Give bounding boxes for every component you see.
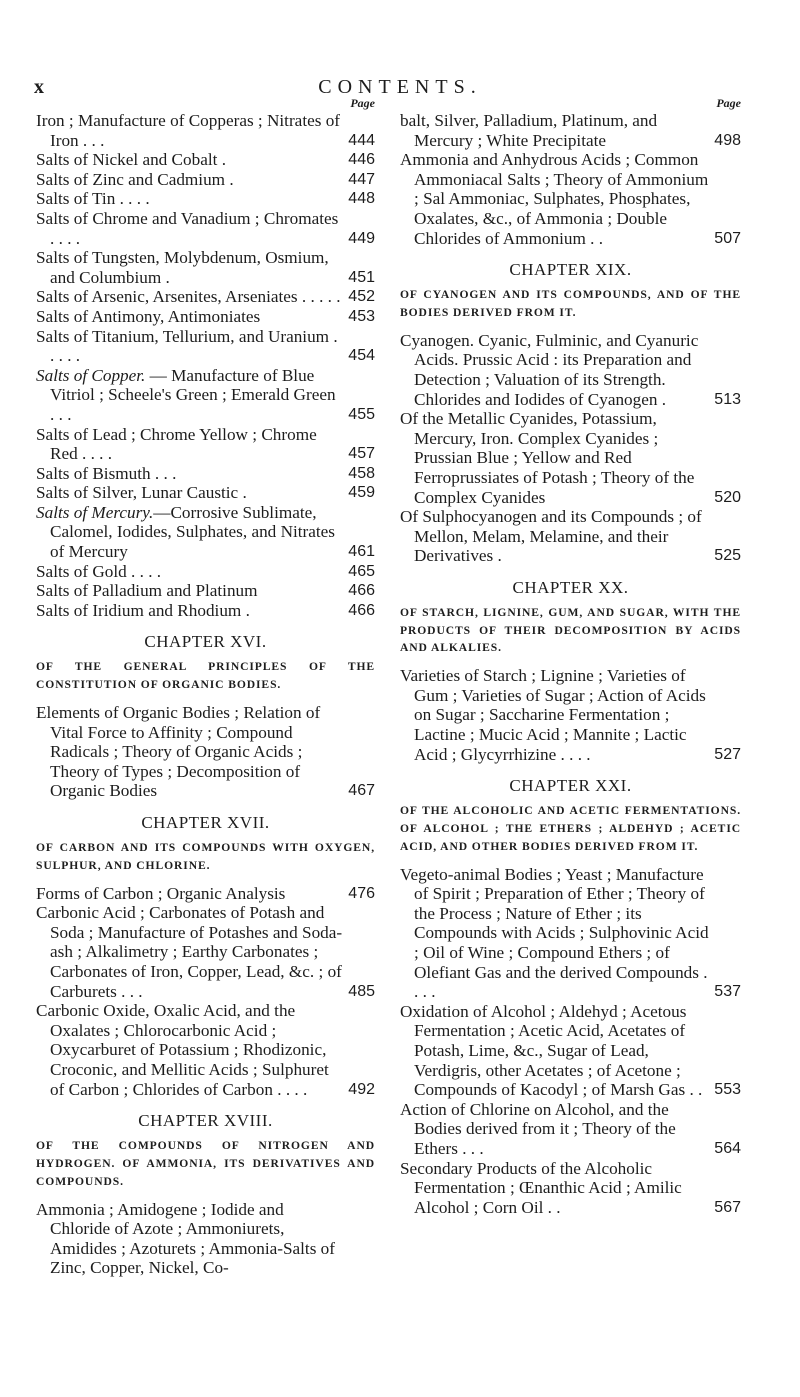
chapter-heading: CHAPTER XVII. xyxy=(141,813,270,832)
toc-entry: Iron ; Manufacture of Copperas ; Nitrates of Iron . . . 444 xyxy=(36,111,375,150)
right-column xyxy=(400,95,741,1217)
toc-page-number: 567 xyxy=(714,1198,741,1216)
toc-entry: Oxidation of Alcohol ; Aldehyd ; Acetous Fermentation ; Acetic Acid, Acetates of Potash, Lime, &c., Sugar of Lead, Verdigris, other Acetates ; of Acetone ; Compounds of Kacodyl ; of Marsh Gas . . 553 xyxy=(400,1001,741,1100)
toc-page-number: 452 xyxy=(348,288,375,306)
toc-entry: Salts of Tin . . . . 448 xyxy=(36,189,375,209)
toc-page-number: 537 xyxy=(714,983,741,1001)
running-title: CONTENTS. xyxy=(318,76,482,98)
toc-page-number: 465 xyxy=(348,562,375,580)
toc-entry: Salts of Zinc and Cadmium . 447 xyxy=(36,169,375,189)
toc-page-number: 448 xyxy=(348,190,375,208)
toc-entry: Salts of Silver, Lunar Caustic . 459 xyxy=(36,483,375,503)
toc-entry: Salts of Arsenic, Arsenites, Arseniates . . . . . 452 xyxy=(36,287,375,307)
chapter-heading: CHAPTER XVIII. xyxy=(138,1111,273,1131)
chapter-heading: CHAPTER XIX. xyxy=(509,260,632,280)
chapter-subtitle: OF THE ALCOHOLIC AND ACETIC FERMENTATIONS. OF ALCOHOL ; THE ETHERS ; ALDEHYD ; ACETIC ACID, AND OTHER BODIES DERIVED FROM IT. xyxy=(400,804,741,853)
toc-entry: Salts of Copper. — Manufacture of Blue Vitriol ; Scheele's Green ; Emerald Green . . . 455 xyxy=(36,365,375,424)
toc-page-number: 527 xyxy=(714,745,741,763)
toc-page-number: 564 xyxy=(714,1139,741,1157)
chapter-subtitle: OF CARBON AND ITS COMPOUNDS WITH OXYGEN, SULPHUR, AND CHLORINE. xyxy=(36,841,375,872)
toc-page-number: 507 xyxy=(714,229,741,247)
toc-entry: Salts of Iridium and Rhodium . 466 xyxy=(36,600,375,620)
toc-page-number: 457 xyxy=(348,445,375,463)
toc-entry: Vegeto-animal Bodies ; Yeast ; Manufacture of Spirit ; Preparation of Ether ; Theory of the Process ; Nature of Ether ; its Compounds with Acids ; Sulphovinic Acid ; Oil of Wine ; Compound Ethers ; of Olefiant Gas and the derived Compounds . . . . 537 xyxy=(400,864,741,1002)
toc-entry: Salts of Mercury.—Corrosive Sublimate, Calomel, Iodides, Sulphates, and Nitrates of Mercury 461 xyxy=(36,502,375,562)
toc-entry: Ammonia ; Amidogene ; Iodide and Chloride of Azote ; Ammoniurets, Amidides ; Azoturets ; Ammonia-Salts of Zinc, Copper, Nickel, Co- xyxy=(36,1199,336,1278)
toc-entry: balt, Silver, Palladium, Platinum, and Mercury ; White Precipitate 498 xyxy=(400,111,741,150)
toc-entry: Salts of Lead ; Chrome Yellow ; Chrome Red . . . . 457 xyxy=(36,424,375,464)
toc-page-number: 485 xyxy=(348,982,375,1000)
page-column-label: Page xyxy=(716,96,741,110)
toc-entry: Cyanogen. Cyanic, Fulminic, and Cyanuric Acids. Prussic Acid : its Preparation and Detection ; Valuation of its Strength. Chlorides and Iodides of Cyanogen . 513 xyxy=(400,330,741,409)
toc-entry: Salts of Tungsten, Molybdenum, Osmium, and Columbium . 451 xyxy=(36,248,375,287)
toc-page-number: 476 xyxy=(348,884,375,902)
toc-entry: Salts of Palladium and Platinum 466 xyxy=(36,581,375,601)
toc-entry: Salts of Gold . . . . 465 xyxy=(36,561,375,581)
toc-page-number: 451 xyxy=(348,268,375,286)
toc-entry: Carbonic Acid ; Carbonates of Potash and Soda ; Manufacture of Potashes and Soda-ash ; Alkalimetry ; Earthy Carbonates ; Carbonates of Iron, Copper, Lead, &c. ; of Carburets . . . 485 xyxy=(36,903,375,1001)
toc-page-number: 513 xyxy=(714,390,741,408)
chapter-heading: CHAPTER XX. xyxy=(512,577,629,597)
toc-page-number: 553 xyxy=(714,1081,741,1099)
toc-entry: Secondary Products of the Alcoholic Fermentation ; Œnanthic Acid ; Amilic Alcohol ; Corn Oil . . 567 xyxy=(400,1158,741,1217)
page-column-label: Page xyxy=(350,96,375,110)
toc-page-number: 466 xyxy=(348,582,375,600)
toc-page-number: 492 xyxy=(348,1080,375,1098)
chapter-heading: CHAPTER XXI. xyxy=(509,776,632,796)
toc-page-number: 461 xyxy=(348,543,375,561)
chapter-heading: CHAPTER XVI. xyxy=(144,632,267,652)
toc-page-number: 454 xyxy=(348,347,375,365)
toc-entry: Elements of Organic Bodies ; Relation of Vital Force to Affinity ; Compound Radicals ; Theory of Organic Acids ; Theory of Types ; Decomposition of Organic Bodies 467 xyxy=(36,703,375,801)
page-number-roman: x xyxy=(34,76,44,98)
toc-page-number: 446 xyxy=(348,151,375,169)
toc-page-number: 447 xyxy=(348,170,375,188)
toc-entry: Of Sulphocyanogen and its Compounds ; of Mellon, Melam, Melamine, and their Derivatives . 525 xyxy=(400,507,741,566)
toc-entry: Forms of Carbon ; Organic Analysis 476 xyxy=(36,883,375,903)
toc-entry: Action of Chlorine on Alcohol, and the Bodies derived from it ; Theory of the Ethers . . . 564 xyxy=(400,1099,741,1158)
toc-entry: Salts of Chrome and Vanadium ; Chromates . . . . 449 xyxy=(36,208,375,248)
toc-page-number: 444 xyxy=(348,131,375,149)
toc-page-number: 458 xyxy=(348,464,375,482)
toc-entry: Salts of Bismuth . . . 458 xyxy=(36,463,375,483)
chapter-subtitle: OF THE GENERAL PRINCIPLES OF THE CONSTITUTION OF ORGANIC BODIES. xyxy=(36,660,375,692)
toc-entry: Varieties of Starch ; Lignine ; Varieties of Gum ; Varieties of Sugar ; Action of Acids on Sugar ; Saccharine Fermentation ; Lactine ; Mucic Acid ; Mannite ; Lactic Acid ; Glycyrrhizine . . . . 527 xyxy=(400,666,741,764)
toc-page-number: 449 xyxy=(348,229,375,247)
toc-page-number: 525 xyxy=(714,547,741,565)
toc-entry: Salts of Titanium, Tellurium, and Uranium . . . . . 454 xyxy=(36,326,375,366)
toc-page-number: 455 xyxy=(348,405,375,423)
chapter-subtitle: OF STARCH, LIGNINE, GUM, AND SUGAR, WITH THE PRODUCTS OF THEIR DECOMPOSITION BY ACIDS AND ALKALIES. xyxy=(400,605,741,655)
toc-page-number: 453 xyxy=(348,307,375,325)
toc-page-number: 467 xyxy=(348,782,375,800)
toc-entry: Carbonic Oxide, Oxalic Acid, and the Oxalates ; Chlorocarbonic Acid ; Oxycarburet of Potassium ; Rhodizonic, Croconic, and Mellitic Acids ; Sulphuret of Carbon ; Chlorides of Carbon . . . . 492 xyxy=(36,1001,375,1099)
chapter-subtitle: OF CYANOGEN AND ITS COMPOUNDS, AND OF THE BODIES DERIVED FROM IT. xyxy=(400,288,741,319)
left-column xyxy=(36,95,375,1278)
toc-page-number: 520 xyxy=(714,488,741,506)
toc-page-number: 498 xyxy=(714,131,741,149)
toc-entry: Salts of Nickel and Cobalt . 446 xyxy=(36,150,375,170)
toc-page-number: 459 xyxy=(348,484,375,502)
toc-entry: Ammonia and Anhydrous Acids ; Common Ammoniacal Salts ; Theory of Ammonium ; Sal Ammoniac, Sulphates, Phosphates, Oxalates, &c., of Ammonia ; Double Chlorides of Ammonium . . 507 xyxy=(400,150,741,248)
toc-entry: Salts of Antimony, Antimoniates 453 xyxy=(36,306,375,326)
chapter-subtitle: OF THE COMPOUNDS OF NITROGEN AND HYDROGEN. OF AMMONIA, ITS DERIVATIVES AND COMPOUNDS. xyxy=(36,1139,375,1188)
toc-page-number: 466 xyxy=(348,601,375,619)
toc-entry: Of the Metallic Cyanides, Potassium, Mercury, Iron. Complex Cyanides ; Prussian Blue ; Yellow and Red Ferroprussiates of Potash ; Theory of the Complex Cyanides 520 xyxy=(400,409,741,507)
